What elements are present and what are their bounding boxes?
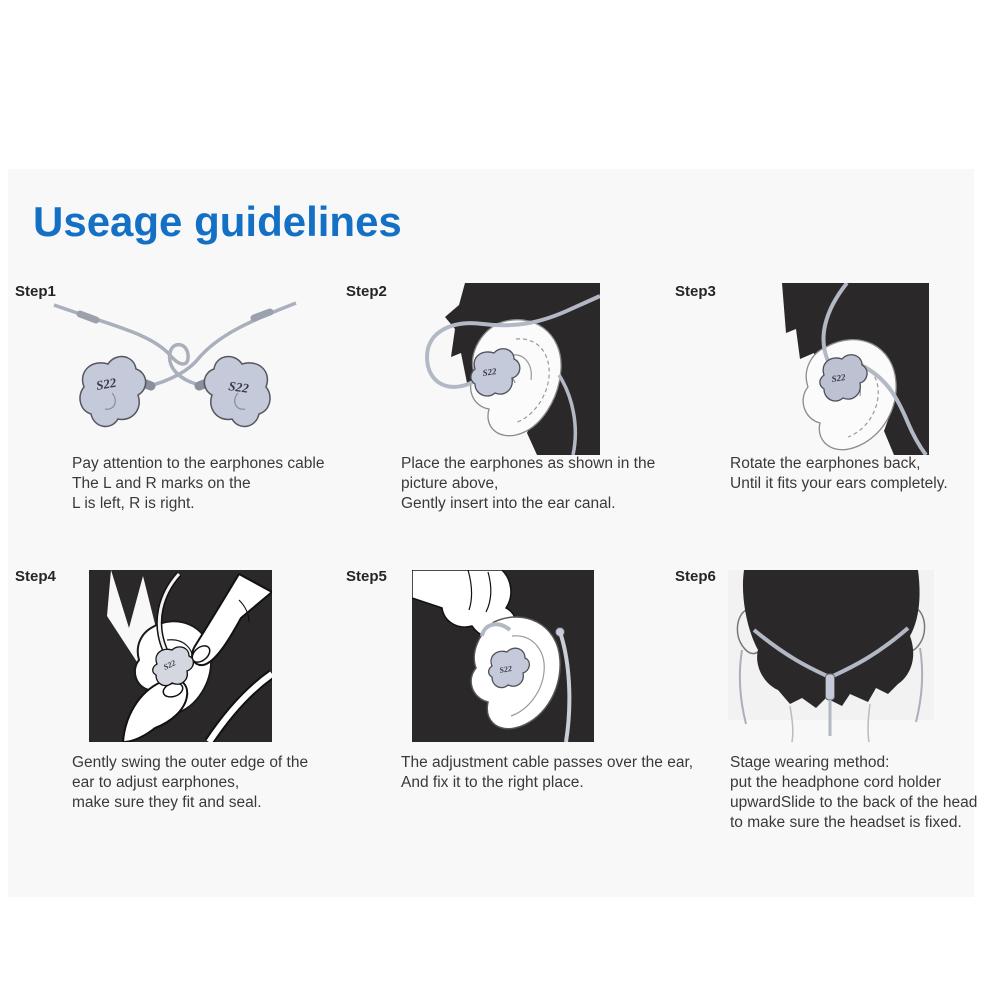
page-title: Useage guidelines [33,198,402,245]
caption-line: make sure they fit and seal. [72,794,262,811]
step1-caption [72,454,325,514]
step6-label: Step6 [675,568,716,585]
earbud-logo: S22 [227,378,250,396]
step1-label: Step1 [15,283,56,300]
step1-cell [15,283,345,563]
earbud-logo: S22 [830,372,847,384]
caption-line: And fix it to the right place. [401,774,584,791]
step3-cell [675,283,1000,563]
step2-cell [346,283,676,563]
caption-line: ear to adjust earphones, [72,774,240,791]
caption-line: Stage wearing method: [730,754,890,771]
caption-line: The adjustment cable passes over the ear, [401,754,694,771]
step2-illustration [419,283,600,455]
cord-slider [826,674,835,700]
step4-caption [72,753,308,813]
step6-cell [675,568,1000,848]
caption-line: to make sure the headset is fixed. [730,814,962,831]
earbud-logo: S22 [162,658,178,672]
caption-line: upwardSlide to the back of the head [730,794,978,811]
caption-line: picture above, [401,475,499,492]
step5-label: Step5 [346,568,387,585]
step3-caption [730,454,948,494]
earbud-logo: S22 [481,366,498,378]
earbud-logo: S22 [498,663,513,675]
step6-illustration [728,566,934,744]
step2-caption [401,454,655,514]
caption-line: Gently swing the outer edge of the [72,754,309,771]
left-earbud-icon [80,357,151,427]
caption-line: Rotate the earphones back, [730,455,921,472]
step2-label: Step2 [346,283,387,300]
step5-caption [401,753,693,793]
caption-line: Until it fits your ears completely. [730,475,948,492]
right-earbud-icon [199,357,270,427]
step4-label: Step4 [15,568,56,585]
caption-line: The L and R marks on the [72,475,251,492]
step5-illustration [412,570,594,742]
step4-illustration [89,570,272,742]
step1-illustration [50,291,300,446]
caption-line: L is left, R is right. [72,495,195,512]
caption-line: Place the earphones as shown in the [401,455,656,472]
caption-line: put the headphone cord holder [730,774,942,791]
step3-label: Step3 [675,283,716,300]
step4-cell [15,568,345,848]
caption-line: Pay attention to the earphones cable [72,455,325,472]
step5-cell [346,568,694,848]
earbud-logo: S22 [94,374,118,393]
step3-illustration [752,283,929,455]
caption-line: Gently insert into the ear canal. [401,495,616,512]
step6-caption [730,753,977,833]
